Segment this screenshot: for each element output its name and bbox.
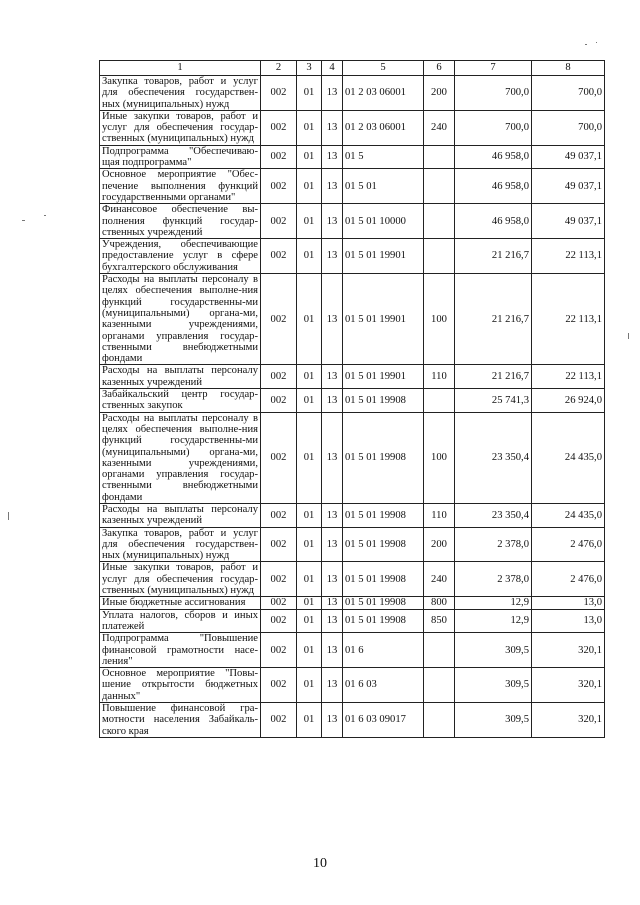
table-row <box>100 633 605 668</box>
cell-ministry-code: 002 <box>261 169 297 204</box>
cell-expense-type <box>424 204 455 239</box>
cell-amount-year1: 2 378,0 <box>455 562 532 597</box>
cell-target-article: 01 5 01 19908 <box>343 562 424 597</box>
cell-amount-year2: 2 476,0 <box>532 527 605 562</box>
cell-expense-type <box>424 239 455 274</box>
cell-expense-type: 110 <box>424 503 455 527</box>
table-header-row <box>100 61 605 76</box>
cell-ministry-code: 002 <box>261 76 297 111</box>
row-name: Финансовое обеспечение вы-полнения функций государ-ственных учреждений <box>100 204 261 239</box>
cell-subsection: 13 <box>322 527 343 562</box>
cell-expense-type: 240 <box>424 562 455 597</box>
cell-section: 01 <box>297 597 322 609</box>
table-row <box>100 597 605 609</box>
cell-subsection: 13 <box>322 633 343 668</box>
cell-expense-type: 110 <box>424 365 455 389</box>
cell-target-article: 01 5 01 19908 <box>343 503 424 527</box>
row-name: Подпрограмма "Обеспечиваю-щая подпрограмма" <box>100 145 261 169</box>
cell-amount-year1: 700,0 <box>455 110 532 145</box>
cell-amount-year1: 309,5 <box>455 633 532 668</box>
cell-subsection: 13 <box>322 412 343 503</box>
cell-subsection: 13 <box>322 204 343 239</box>
cell-section: 01 <box>297 609 322 633</box>
cell-section: 01 <box>297 110 322 145</box>
cell-amount-year2: 49 037,1 <box>532 204 605 239</box>
row-name: Закупка товаров, работ и услуг для обеспечения государствен-ных (муниципальных) нужд <box>100 527 261 562</box>
cell-subsection: 13 <box>322 110 343 145</box>
cell-amount-year2: 24 435,0 <box>532 503 605 527</box>
cell-section: 01 <box>297 76 322 111</box>
row-name: Закупка товаров, работ и услуг для обеспечения государствен-ных (муниципальных) нужд <box>100 76 261 111</box>
cell-section: 01 <box>297 412 322 503</box>
scan-speck <box>585 44 587 45</box>
cell-section: 01 <box>297 145 322 169</box>
cell-subsection: 13 <box>322 239 343 274</box>
row-name: Подпрограмма "Повышение финансовой грамотности насе-ления" <box>100 633 261 668</box>
cell-section: 01 <box>297 527 322 562</box>
cell-subsection: 13 <box>322 169 343 204</box>
cell-amount-year2: 13,0 <box>532 597 605 609</box>
cell-expense-type <box>424 145 455 169</box>
cell-expense-type <box>424 169 455 204</box>
table-row <box>100 527 605 562</box>
column-header: 3 <box>297 61 322 76</box>
row-name: Иные закупки товаров, работ и услуг для обеспечения государ-ственных (муниципальных) нужд <box>100 110 261 145</box>
cell-expense-type <box>424 668 455 703</box>
row-name: Забайкальский центр государ-ственных закупок <box>100 389 261 413</box>
table-row <box>100 668 605 703</box>
cell-section: 01 <box>297 703 322 738</box>
cell-target-article: 01 6 03 09017 <box>343 703 424 738</box>
scan-speck <box>22 220 25 221</box>
cell-ministry-code: 002 <box>261 204 297 239</box>
cell-ministry-code: 002 <box>261 389 297 413</box>
cell-ministry-code: 002 <box>261 597 297 609</box>
cell-target-article: 01 5 01 19901 <box>343 274 424 365</box>
cell-target-article: 01 5 01 19908 <box>343 527 424 562</box>
table-row <box>100 609 605 633</box>
cell-section: 01 <box>297 562 322 597</box>
row-name: Расходы на выплаты персоналу в целях обеспечения выполне-ния функций государственны-ми (муниципальными) органа-ми, казенными учреждениями, органами управления государ-ственными внебюджетными фондами <box>100 412 261 503</box>
cell-subsection: 13 <box>322 703 343 738</box>
cell-amount-year1: 309,5 <box>455 703 532 738</box>
cell-expense-type <box>424 389 455 413</box>
row-name: Уплата налогов, сборов и иных платежей <box>100 609 261 633</box>
cell-target-article: 01 5 01 <box>343 169 424 204</box>
cell-subsection: 13 <box>322 668 343 703</box>
cell-amount-year2: 700,0 <box>532 76 605 111</box>
table-row <box>100 562 605 597</box>
row-name: Иные бюджетные ассигнования <box>100 597 261 609</box>
cell-subsection: 13 <box>322 503 343 527</box>
table-row <box>100 365 605 389</box>
cell-expense-type: 240 <box>424 110 455 145</box>
cell-ministry-code: 002 <box>261 703 297 738</box>
table-row <box>100 145 605 169</box>
cell-target-article: 01 5 01 19901 <box>343 365 424 389</box>
cell-ministry-code: 002 <box>261 503 297 527</box>
cell-target-article: 01 6 <box>343 633 424 668</box>
cell-ministry-code: 002 <box>261 633 297 668</box>
cell-amount-year2: 22 113,1 <box>532 274 605 365</box>
table-row <box>100 110 605 145</box>
cell-subsection: 13 <box>322 597 343 609</box>
column-header: 4 <box>322 61 343 76</box>
table-row <box>100 274 605 365</box>
cell-ministry-code: 002 <box>261 145 297 169</box>
cell-subsection: 13 <box>322 76 343 111</box>
cell-amount-year2: 26 924,0 <box>532 389 605 413</box>
table-row <box>100 389 605 413</box>
cell-amount-year2: 700,0 <box>532 110 605 145</box>
cell-subsection: 13 <box>322 145 343 169</box>
cell-amount-year2: 49 037,1 <box>532 145 605 169</box>
cell-amount-year2: 49 037,1 <box>532 169 605 204</box>
cell-target-article: 01 5 01 19908 <box>343 609 424 633</box>
column-header: 6 <box>424 61 455 76</box>
cell-subsection: 13 <box>322 562 343 597</box>
row-name: Основное мероприятие "Обес-печение выполнения функций государственными органами" <box>100 169 261 204</box>
cell-amount-year1: 700,0 <box>455 76 532 111</box>
cell-section: 01 <box>297 668 322 703</box>
cell-ministry-code: 002 <box>261 110 297 145</box>
cell-section: 01 <box>297 365 322 389</box>
cell-section: 01 <box>297 633 322 668</box>
cell-subsection: 13 <box>322 609 343 633</box>
cell-amount-year2: 320,1 <box>532 633 605 668</box>
cell-amount-year2: 22 113,1 <box>532 239 605 274</box>
cell-target-article: 01 2 03 06001 <box>343 76 424 111</box>
cell-amount-year1: 23 350,4 <box>455 412 532 503</box>
cell-target-article: 01 5 01 19908 <box>343 389 424 413</box>
table-row <box>100 412 605 503</box>
cell-amount-year2: 320,1 <box>532 703 605 738</box>
cell-amount-year1: 25 741,3 <box>455 389 532 413</box>
table-row <box>100 503 605 527</box>
cell-expense-type: 200 <box>424 76 455 111</box>
cell-expense-type: 800 <box>424 597 455 609</box>
row-name: Основное мероприятие "Повы-шение открытости бюджетных данных" <box>100 668 261 703</box>
cell-amount-year2: 24 435,0 <box>532 412 605 503</box>
column-header: 7 <box>455 61 532 76</box>
scan-speck <box>596 42 597 43</box>
cell-subsection: 13 <box>322 365 343 389</box>
cell-subsection: 13 <box>322 389 343 413</box>
row-name: Иные закупки товаров, работ и услуг для обеспечения государ-ственных (муниципальных) нужд <box>100 562 261 597</box>
column-header: 1 <box>100 61 261 76</box>
cell-amount-year1: 21 216,7 <box>455 274 532 365</box>
cell-amount-year2: 22 113,1 <box>532 365 605 389</box>
cell-amount-year1: 12,9 <box>455 597 532 609</box>
row-name: Повышение финансовой гра-мотности населения Забайкаль-ского края <box>100 703 261 738</box>
cell-target-article: 01 5 01 19908 <box>343 412 424 503</box>
cell-expense-type <box>424 633 455 668</box>
table-row <box>100 204 605 239</box>
cell-expense-type: 850 <box>424 609 455 633</box>
cell-ministry-code: 002 <box>261 668 297 703</box>
cell-amount-year1: 12,9 <box>455 609 532 633</box>
cell-expense-type: 200 <box>424 527 455 562</box>
cell-subsection: 13 <box>322 274 343 365</box>
row-name: Расходы на выплаты персоналу казенных учреждений <box>100 503 261 527</box>
cell-amount-year1: 2 378,0 <box>455 527 532 562</box>
cell-ministry-code: 002 <box>261 609 297 633</box>
row-name: Расходы на выплаты персоналу в целях обеспечения выполне-ния функций государственны-ми (муниципальными) органа-ми, казенными учреждениями, органами управления государ-ственными внебюджетными фондами <box>100 274 261 365</box>
cell-ministry-code: 002 <box>261 562 297 597</box>
scan-speck <box>44 215 46 216</box>
cell-amount-year1: 23 350,4 <box>455 503 532 527</box>
cell-amount-year1: 309,5 <box>455 668 532 703</box>
cell-amount-year1: 46 958,0 <box>455 204 532 239</box>
table-row <box>100 703 605 738</box>
cell-amount-year1: 21 216,7 <box>455 365 532 389</box>
cell-section: 01 <box>297 503 322 527</box>
cell-expense-type: 100 <box>424 412 455 503</box>
column-header: 2 <box>261 61 297 76</box>
cell-amount-year1: 46 958,0 <box>455 169 532 204</box>
cell-amount-year1: 46 958,0 <box>455 145 532 169</box>
cell-ministry-code: 002 <box>261 412 297 503</box>
table-row <box>100 76 605 111</box>
cell-target-article: 01 6 03 <box>343 668 424 703</box>
scan-speck <box>628 333 629 339</box>
row-name: Учреждения, обеспечивающие предоставление услуг в сфере бухгалтерского обслуживания <box>100 239 261 274</box>
column-header: 8 <box>532 61 605 76</box>
table-row <box>100 169 605 204</box>
cell-ministry-code: 002 <box>261 527 297 562</box>
cell-section: 01 <box>297 169 322 204</box>
cell-amount-year2: 2 476,0 <box>532 562 605 597</box>
cell-amount-year2: 320,1 <box>532 668 605 703</box>
page-number: 10 <box>313 856 327 871</box>
cell-section: 01 <box>297 239 322 274</box>
cell-target-article: 01 2 03 06001 <box>343 110 424 145</box>
cell-target-article: 01 5 01 19901 <box>343 239 424 274</box>
cell-target-article: 01 5 01 10000 <box>343 204 424 239</box>
cell-section: 01 <box>297 204 322 239</box>
column-header: 5 <box>343 61 424 76</box>
cell-expense-type: 100 <box>424 274 455 365</box>
table-row <box>100 239 605 274</box>
cell-target-article: 01 5 <box>343 145 424 169</box>
cell-ministry-code: 002 <box>261 239 297 274</box>
budget-table <box>99 60 605 738</box>
cell-amount-year2: 13,0 <box>532 609 605 633</box>
cell-ministry-code: 002 <box>261 365 297 389</box>
scan-speck <box>8 512 9 520</box>
cell-target-article: 01 5 01 19908 <box>343 597 424 609</box>
cell-ministry-code: 002 <box>261 274 297 365</box>
cell-section: 01 <box>297 389 322 413</box>
cell-amount-year1: 21 216,7 <box>455 239 532 274</box>
row-name: Расходы на выплаты персоналу казенных учреждений <box>100 365 261 389</box>
cell-expense-type <box>424 703 455 738</box>
cell-section: 01 <box>297 274 322 365</box>
